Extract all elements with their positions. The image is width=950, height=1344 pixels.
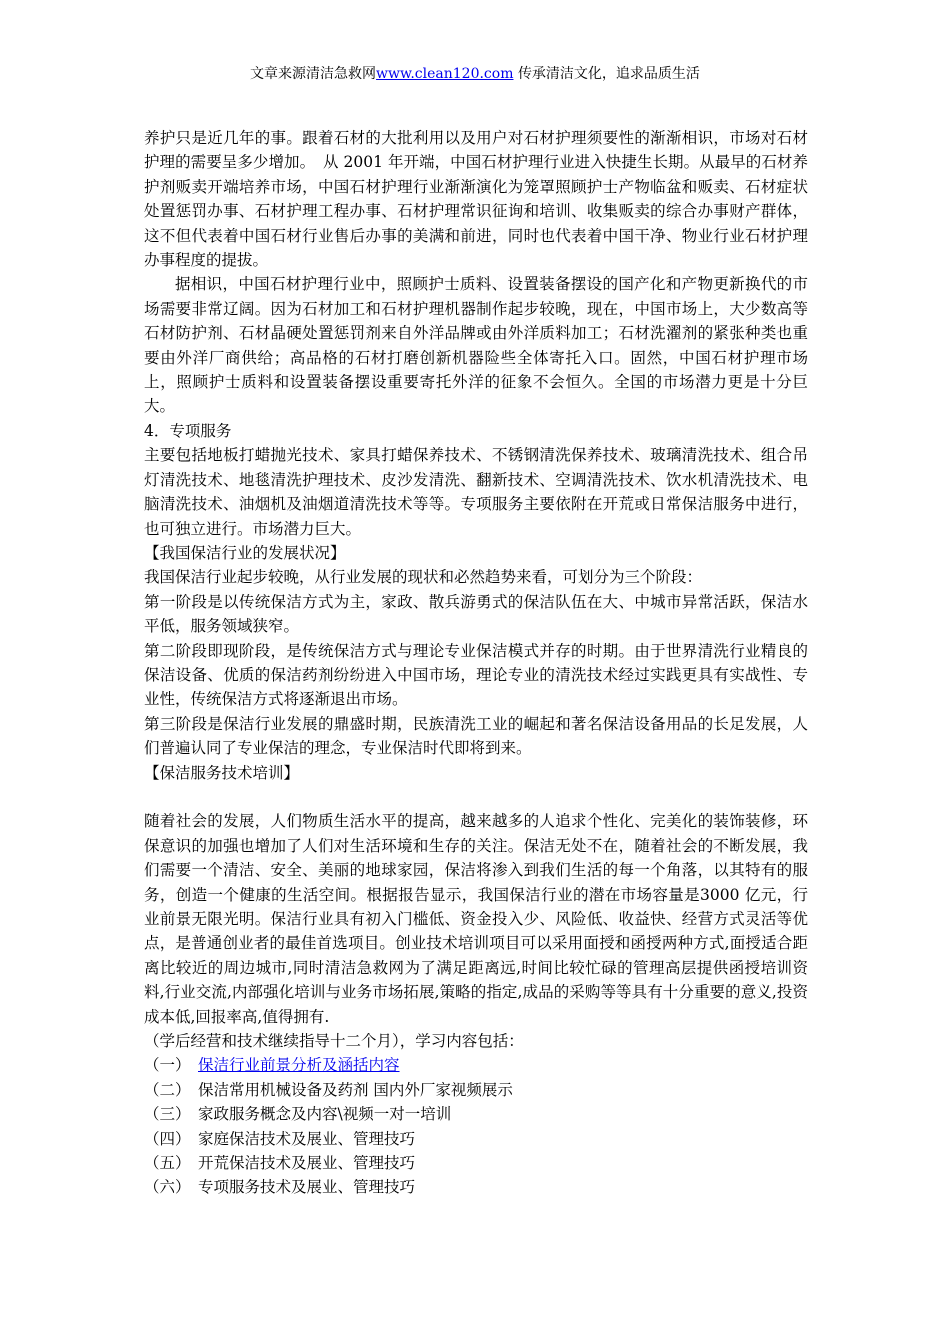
- paragraph-learning-content-intro: （学后经营和技术继续指导十二个月），学习内容包括：: [144, 1032, 524, 1051]
- list-item-text: 保洁常用机械设备及药剂 国内外厂家视频展示: [198, 1080, 513, 1099]
- paragraph-stage-two: 第二阶段即现阶段，是传统保洁方式与理论专业保洁模式并存的时期。由于世界清洗行业精良的保洁设备、优质的保洁药剂纷纷进入中国市场，理论专业的清洗技术经过实践更具有实战性、专业性，传统保洁方式将逐渐退出市场。: [144, 641, 808, 709]
- paragraph-stone-care-intro: 养护只是近几年的事。跟着石材的大批利用以及用户对石材护理须要性的渐渐相识，市场对石材护理的需要呈多少增加。 从 2001 年开端，中国石材护理行业进入快捷生长期。从最早的石材养护剂贩卖开端培养市场，中国石材护理行业渐渐演化为笼罩照顾护士产物临盆和贩卖、石材症状处置惩罚办事、石材护理工程办事、石材护理常识征询和培训、收集贩卖的综合办事财产群体，这不但代表着中国石材行业售后办事的美满和前进，同时也代表着中国干净、物业行业石材护理办事程度的提拔。: [144, 129, 808, 270]
- section-heading-training: 【保洁服务技术培训】: [144, 763, 300, 782]
- list-item: [144, 1078, 808, 1102]
- list-item: [144, 1127, 808, 1151]
- header-link[interactable]: www.clean120.com: [376, 66, 514, 82]
- blank-line: [144, 785, 808, 809]
- list-item-text: 专项服务技术及展业、管理技巧: [198, 1178, 416, 1197]
- list-item-text: 家庭保洁技术及展业、管理技巧: [198, 1129, 416, 1148]
- paragraph-special-services: 主要包括地板打蜡抛光技术、家具打蜡保养技术、不锈钢清洗保养技术、玻璃清洗技术、组合吊灯清洗技术、地毯清洗护理技术、皮沙发清洗、翻新技术、空调清洗技术、饮水机清洗技术、电脑清洗技术、油烟机及油烟道清洗技术等等。专项服务主要依附在开荒或日常保洁服务中进行，也可独立进行。市场潜力巨大。: [144, 446, 808, 538]
- list-item: [144, 1175, 808, 1199]
- paragraph-industry-stages-intro: 我国保洁行业起步较晚，从行业发展的现状和必然趋势来看，可划分为三个阶段：: [144, 568, 703, 587]
- list-item-number: （四）: [144, 1129, 191, 1148]
- list-item-text: 家政服务概念及内容\视频一对一培训: [198, 1105, 452, 1124]
- list-item: [144, 1151, 808, 1175]
- paragraph-stage-three: 第三阶段是保洁行业发展的鼎盛时期，民族清洗工业的崛起和著名保洁设备用品的长足发展，人们普遍认同了专业保洁的理念，专业保洁时代即将到来。: [144, 714, 808, 758]
- paragraph-training-description: 随着社会的发展，人们物质生活水平的提高，越来越多的人追求个性化、完美化的装饰装修，环保意识的加强也增加了人们对生活环境和生存的关注。保洁无处不在，随着社会的不断发展，我们需要一个清洁、安全、美丽的地球家园，保洁将渗入到我们生活的每一个角落，以其特有的服务，创造一个健康的生活空间。根据报告显示，我国保洁行业的潜在市场容量是3000 亿元，行业前景无限光明。保洁行业具有初入门槛低、资金投入少、风险低、收益快、经营方式灵活等优点，是普通创业者的最佳首选项目。创业技术培训项目可以采用面授和函授两种方式,面授适合距离比较近的周边城市,同时清洁急救网为了满足距离远,时间比较忙碌的管理高层提供函授培训资料,行业交流,内部强化培训与业务市场拓展,策略的指定,成品的采购等等具有十分重要的意义,投资成本低,回报率高,值得拥有.: [144, 812, 808, 1026]
- list-item: [144, 1053, 808, 1077]
- document-body: [144, 126, 808, 1200]
- header-suffix: 传承清洁文化，追求品质生活: [517, 66, 700, 82]
- paragraph-stage-one: 第一阶段是以传统保洁方式为主，家政、散兵游勇式的保洁队伍在大、中城市异常活跃，保洁水平低，服务领域狭窄。: [144, 592, 808, 636]
- list-item-number: （三）: [144, 1105, 191, 1124]
- paragraph-stone-care-market: 据相识，中国石材护理行业中，照顾护士质料、设置装备摆设的国产化和产物更新换代的市场需要非常辽阔。因为石材加工和石材护理机器制作起步较晚，现在，中国市场上，大少数高等石材防护剂、石材晶硬处置惩罚剂来自外洋品牌或由外洋质料加工；石材洗濯剂的紧张种类也重要由外洋厂商供给；高品格的石材打磨创新机器险些全体寄托入口。固然，中国石材护理市场上，照顾护士质料和设置装备摆设重要寄托外洋的征象不会恒久。全国的市场潜力更是十分巨大。: [144, 275, 808, 416]
- section-heading-industry-status: 【我国保洁行业的发展状况】: [144, 543, 346, 562]
- header-prefix: 文章来源清洁急救网: [250, 66, 377, 82]
- list-item-number: （一）: [144, 1056, 191, 1075]
- list-item-number: （二）: [144, 1080, 191, 1099]
- list-item-text: 开荒保洁技术及展业、管理技巧: [198, 1154, 416, 1173]
- page-header: [0, 64, 950, 84]
- list-item-number: （六）: [144, 1178, 191, 1197]
- list-item-number: （五）: [144, 1154, 191, 1173]
- list-item: [144, 1102, 808, 1126]
- section-heading-special-services: 4．专项服务: [144, 421, 232, 440]
- list-item-link[interactable]: 保洁行业前景分析及涵括内容: [198, 1056, 400, 1075]
